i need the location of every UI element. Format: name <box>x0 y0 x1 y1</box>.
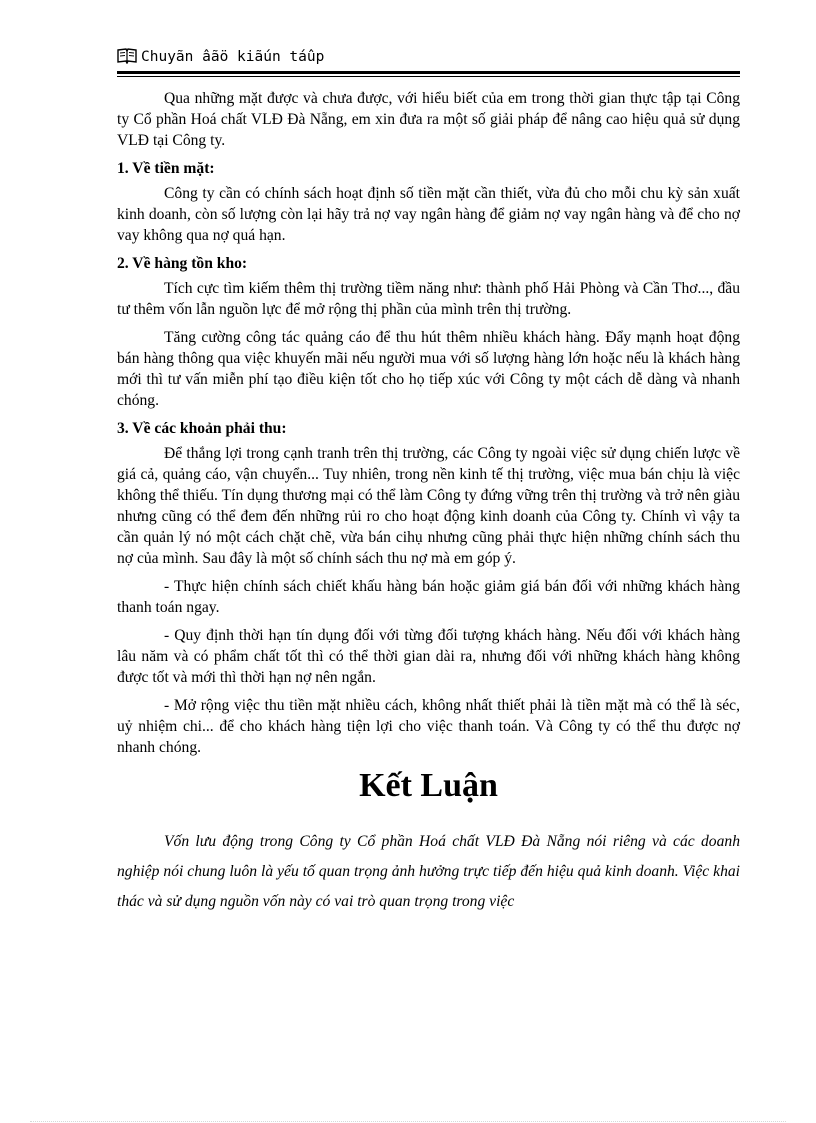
section-3-bullet-1: - Thực hiện chính sách chiết khấu hàng bán hoặc giảm giá bán đối với những khách hàng thanh toán ngay. <box>117 578 740 616</box>
section-1-heading: 1. Về tiền mặt: <box>117 160 215 177</box>
section-3-bullet-2: - Quy định thời hạn tín dụng đối với từng đối tượng khách hàng. Nếu đối với khách hàng lâu năm và có phẩm chất tốt thì có thể thời gian dài ra, nhưng đối với những khách hàng không được tốt và mới thì thời hạn nợ nên ngắn. <box>117 627 740 686</box>
section-2-paragraph-1: Tích cực tìm kiếm thêm thị trường tiềm năng như: thành phố Hải Phòng và Cần Thơ..., đầu tư thêm vốn lẫn nguồn lực để mở rộng thị phần của mình trên thị trường. <box>117 280 740 318</box>
section-3-paragraph: Để thắng lợi trong cạnh tranh trên thị trường, các Công ty ngoài việc sử dụng chiến lược về giá cả, quảng cáo, vận chuyển... Tuy nhiên, trong nền kinh tế thị trường, việc mua bán chịu là việc không thể thiếu. Tín dụng thương mại có thể làm Công ty đứng vững trên thị trường và trở nên giàu nhưng cũng có thể đem đến những rủi ro cho hoạt động kinh doanh của Công ty. Chính vì vậy ta cần quản lý nó một cách chặt chẽ, vừa bán cihụ nhưng cũng phải thực hiện những chính sách thu nợ của mình. Sau đây là một số chính sách thu nợ mà em góp ý. <box>117 445 740 567</box>
header-title: Chuyãn âãö kiãún táûp <box>141 49 325 65</box>
running-header <box>117 48 740 70</box>
conclusion-title: Kết Luận <box>359 767 498 804</box>
conclusion-paragraph: Vốn lưu động trong Công ty Cổ phần Hoá chất VLĐ Đà Nẵng nói riêng và các doanh nghiệp nói chung luôn là yếu tố quan trọng ảnh hưởng trực tiếp đến hiệu quả kinh doanh. Việc khai thác và sử dụng nguồn vốn này có vai trò quan trọng trong việc <box>117 833 740 910</box>
section-3-heading: 3. Về các khoản phải thu: <box>117 420 287 437</box>
header-rule-thin <box>117 76 740 77</box>
header-rule-thick <box>117 71 740 74</box>
section-2-paragraph-2: Tăng cường công tác quảng cáo để thu hút thêm nhiều khách hàng. Đẩy mạnh hoạt động bán hàng thông qua việc khuyến mãi nếu người mua với số lượng hàng lớn hoặc nếu là khách hàng mới thì tư vấn miễn phí tạo điều kiện tốt cho họ tiếp xúc với Công ty một cách dễ dàng và nhanh chóng. <box>117 329 740 409</box>
page-bottom-dotted-line <box>30 1121 786 1122</box>
book-icon <box>117 48 137 68</box>
section-2-heading: 2. Về hàng tồn kho: <box>117 255 248 272</box>
section-1-paragraph: Công ty cần có chính sách hoạt định số tiền mặt cần thiết, vừa đủ cho mỗi chu kỳ sản xuất kinh doanh, còn số lượng còn lại hãy trả nợ vay ngân hàng để giảm nợ vay ngân hàng và để cho nợ vay không qua nợ quá hạn. <box>117 185 740 244</box>
document-body <box>117 88 740 924</box>
intro-paragraph: Qua những mặt được và chưa được, với hiểu biết của em trong thời gian thực tập tại Công ty Cổ phần Hoá chất VLĐ Đà Nẵng, em xin đưa ra một số giải pháp để nâng cao hiệu quả sử dụng VLĐ tại Công ty. <box>117 90 740 149</box>
section-3-bullet-3: - Mở rộng việc thu tiền mặt nhiều cách, không nhất thiết phải là tiền mặt mà có thể là séc, uỷ nhiệm chi... để cho khách hàng tiện lợi cho việc thanh toán. Và Công ty có thể thu được nợ nhanh chóng. <box>117 697 740 756</box>
